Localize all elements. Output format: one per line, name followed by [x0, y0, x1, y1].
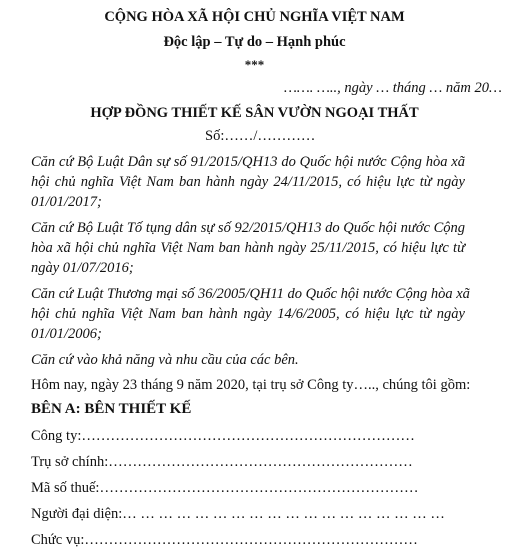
basis-3-line-1: Căn cứ Luật Thương mại số 36/2005/QH11 do Quốc hội nước Cộng hòa xã	[31, 286, 470, 302]
basis-3-line-3: 01/01/2006;	[31, 326, 102, 342]
basis-1-line-1: Căn cứ Bộ Luật Dân sự số 91/2015/QH13 do Quốc hội nước Cộng hòa xã	[31, 154, 465, 170]
basis-2-line-3: ngày 01/07/2016;	[31, 260, 134, 276]
party-a-company-field: Công ty:……………………………………………………………	[31, 428, 415, 444]
country-name: CỘNG HÒA XÃ HỘI CHỦ NGHĨA VIỆT NAM	[104, 9, 405, 25]
contract-title: HỢP ĐỒNG THIẾT KẾ SÂN VƯỜN NGOẠI THẤT	[90, 105, 419, 121]
party-a-position-field: Chức vụ:……………………………………………………………	[31, 532, 418, 548]
date-line: ……. ….., ngày … tháng … năm 20…	[284, 80, 502, 96]
motto-stars: ***	[244, 57, 265, 72]
basis-1-line-2: hội chủ nghĩa Việt Nam ban hành ngày 24/11/2015, có hiệu lực từ ngày	[31, 174, 465, 190]
party-a-representative-field: Người đại diện:… … … … … … … … … … … … … … … … … …	[31, 506, 445, 522]
contract-number: Số:……/…………	[205, 128, 316, 144]
basis-2-line-1: Căn cứ Bộ Luật Tố tụng dân sự số 92/2015/QH13 do Quốc hội nước Cộng	[31, 220, 465, 236]
basis-4-line-1: Căn cứ vào khả năng và nhu cầu của các bên.	[31, 352, 299, 368]
party-a-tax-code-field: Mã số thuế:…………………………………………………………	[31, 480, 419, 496]
basis-2-line-2: hòa xã hội chủ nghĩa Việt Nam ban hành ngày 25/11/2015, có hiệu lực từ	[31, 240, 465, 256]
party-a-heading: BÊN A: BÊN THIẾT KẾ	[31, 401, 192, 417]
intro-paragraph: Hôm nay, ngày 23 tháng 9 năm 2020, tại trụ sở Công ty….., chúng tôi gồm:	[31, 377, 471, 393]
party-a-headquarters-field: Trụ sở chính:………………………………………………………	[31, 454, 413, 470]
basis-3-line-2: hội chủ nghĩa Việt Nam ban hành ngày 14/6/2005, có hiệu lực từ ngày	[31, 306, 465, 322]
basis-1-line-3: 01/01/2017;	[31, 194, 102, 210]
national-motto: Độc lập – Tự do – Hạnh phúc	[163, 34, 346, 50]
